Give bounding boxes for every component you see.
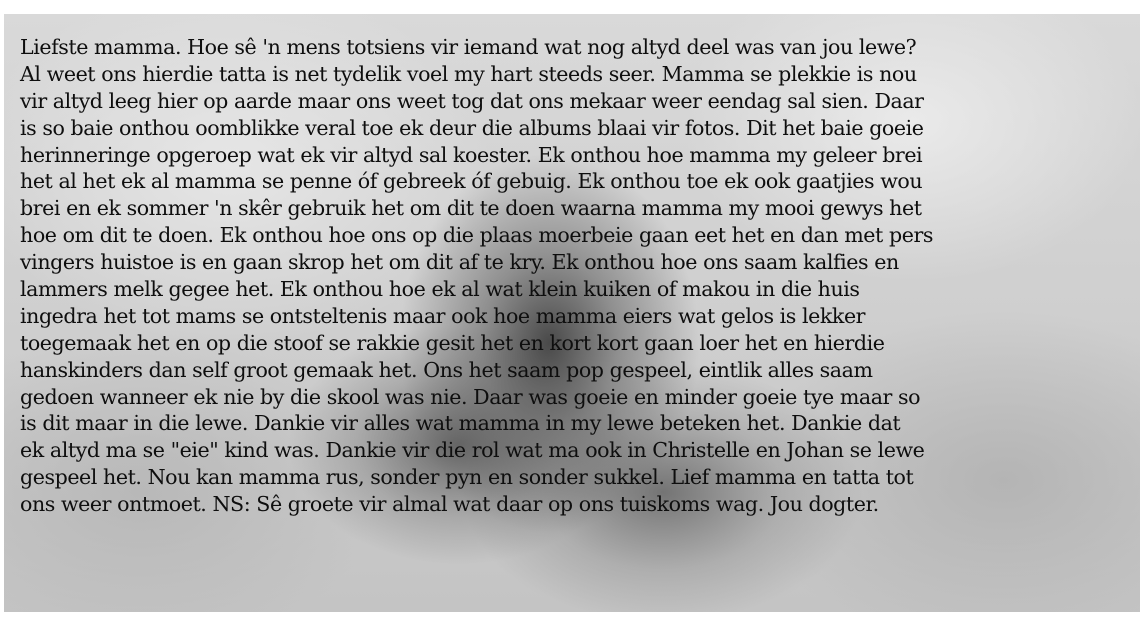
- letter-line: ek altyd ma se "eie" kind was. Dankie vir die rol wat ma ook in Christelle en Johan se lewe: [20, 438, 925, 463]
- letter-line: Al weet ons hierdie tatta is net tydelik voel my hart steeds seer. Mamma se plekkie is nou: [20, 61, 917, 86]
- letter-line: herinneringe opgeroep wat ek vir altyd sal koester. Ek onthou hoe mamma my geleer brei: [20, 142, 923, 167]
- letter-line: vir altyd leeg hier op aarde maar ons weet tog dat ons mekaar weer eendag sal sien. Daar: [20, 88, 924, 113]
- letter-line: is so baie onthou oomblikke veral toe ek deur die albums blaai vir fotos. Dit het baie goeie: [20, 115, 924, 140]
- letter-line: ons weer ontmoet. NS: Sê groete vir almal wat daar op ons tuiskoms wag. Jou dogter.: [20, 492, 879, 517]
- letter-line: lammers melk gegee het. Ek onthou hoe ek al wat klein kuiken of makou in die huis: [20, 277, 860, 302]
- letter-line: hanskinders dan self groot gemaak het. Ons het saam pop gespeel, eintlik alles saam: [20, 357, 873, 382]
- letter-line: het al het ek al mamma se penne óf gebreek óf gebuig. Ek onthou toe ek ook gaatjies wou: [20, 169, 923, 194]
- letter-line: brei en ek sommer 'n skêr gebruik het om dit te doen waarna mamma my mooi gewys het: [20, 196, 922, 221]
- photo-background-panel: [4, 14, 1140, 612]
- letter-line: Liefste mamma. Hoe sê 'n mens totsiens vir iemand wat nog altyd deel was van jou lewe?: [20, 35, 917, 59]
- letter-line: ingedra het tot mams se ontsteltenis maar ook hoe mamma eiers wat gelos is lekker: [20, 303, 866, 328]
- letter-line: is dit maar in die lewe. Dankie vir alles wat mamma in my lewe beteken het. Dankie dat: [20, 411, 901, 436]
- letter-line: hoe om dit te doen. Ek onthou hoe ons op die plaas moerbeie gaan eet het en dan met pers: [20, 223, 933, 248]
- letter-line: vingers huistoe is en gaan skrop het om dit af te kry. Ek onthou hoe ons saam kalfies en: [20, 250, 899, 275]
- letter-line: gedoen wanneer ek nie by die skool was nie. Daar was goeie en minder goeie tye maar so: [20, 384, 921, 409]
- letter-line: toegemaak het en op die stoof se rakkie gesit het en kort kort gaan loer het en hierdie: [20, 330, 885, 355]
- letter-text: [20, 34, 1130, 518]
- letter-line: gespeel het. Nou kan mamma rus, sonder pyn en sonder sukkel. Lief mamma en tatta tot: [20, 465, 914, 490]
